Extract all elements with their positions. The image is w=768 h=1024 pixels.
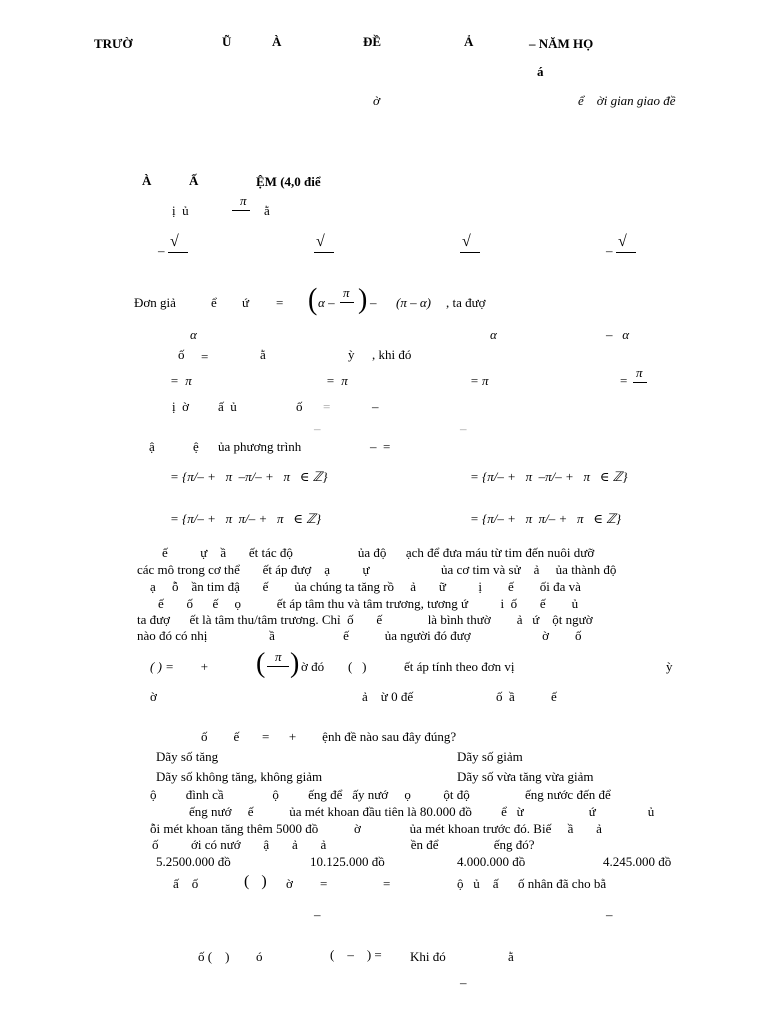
fraction-bar	[340, 302, 354, 303]
equals-sign: =	[201, 349, 209, 364]
formula-text: ố ầ	[496, 689, 515, 704]
question-9-stem: ( )	[244, 873, 267, 890]
header-fragment: Ũ	[222, 34, 232, 49]
question-8-text: ố ới có nướ ậ ả ả ền để ếng đó?	[152, 837, 535, 852]
minus-sign: –	[460, 421, 467, 436]
question-8-text: ếng nướ ế ủa mét khoan đầu tiên là 80.000 đồ ể ừ ứ ủ	[189, 804, 655, 819]
question-2-stem: , ta đượ	[446, 295, 486, 310]
question-4-stem: ố	[296, 399, 303, 414]
math-expr: α –	[318, 295, 335, 310]
question-10-stem: ố ( )	[198, 949, 230, 964]
formula-text: ỳ	[666, 659, 673, 674]
sqrt-symbol: √	[316, 233, 325, 250]
minus-sign: –	[370, 295, 377, 310]
fraction-bar	[460, 252, 480, 253]
option-d: Dãy số vừa tăng vừa giảm	[457, 769, 594, 784]
sqrt-symbol: √	[618, 233, 627, 250]
equals-sign: =	[323, 399, 331, 414]
header-fragment: Ả	[464, 34, 474, 49]
question-6-text: ạ ỗ ần tim đậ ế ủa chúng ta tăng rồ ả ữ ị ế ối đa và	[150, 579, 581, 594]
option-a: α	[190, 327, 197, 342]
minus-sign: –	[314, 421, 321, 436]
time-note: ể ời gian giao đề	[578, 93, 676, 108]
option-d: = {π/– + π π/– + π ∈ ℤ}	[470, 511, 622, 526]
header-fragment: À	[272, 34, 282, 49]
formula-text: ế	[551, 689, 557, 704]
formula: ( ) = +	[150, 659, 209, 674]
paren-left: (	[256, 648, 266, 679]
equals-sign: =	[383, 876, 391, 891]
question-4-stem: ấ ủ	[218, 399, 237, 414]
option-b: 10.125.000 đồ	[310, 854, 385, 869]
option-c: = {π/– + π π/– + π ∈ ℤ}	[170, 511, 322, 526]
exam-year: – NĂM HỌ	[529, 36, 594, 51]
fraction-bar	[168, 252, 188, 253]
minus-sign: –	[606, 907, 613, 922]
question-9-stem: ộ ủ ấ ố nhân đã cho bằ	[457, 876, 607, 891]
question-9-stem: ờ	[286, 876, 293, 891]
pi-symbol: π	[343, 285, 350, 300]
fraction-bar	[633, 382, 647, 383]
question-1-stem: ị ủ	[172, 203, 189, 218]
pi-symbol: π	[636, 365, 643, 380]
header-sub: ờ	[373, 93, 380, 108]
option-b: = {π/– + π –π/– + π ∈ ℤ}	[470, 469, 628, 484]
math-expr: (π – α)	[396, 295, 431, 310]
paren-right: )	[358, 284, 368, 315]
fraction-bar	[616, 252, 636, 253]
formula-text: ết áp tính theo đơn vị	[404, 659, 515, 674]
question-6-text: ế ố ế ọ ết áp tâm thu và tâm trương, tương ứ i ố ế ủ	[158, 596, 579, 611]
question-6-text: ế ự ầ ết tác độ ủa độ ạch để đưa máu từ tim đến nuôi dưỡ	[162, 545, 595, 560]
question-3-stem: ằ	[260, 347, 266, 362]
fraction-bar	[314, 252, 334, 253]
question-10-stem: ó	[256, 949, 263, 964]
paren-right: )	[290, 648, 300, 679]
question-3-stem: , khi đó	[372, 347, 412, 362]
question-8-text: ộ đình cầ ộ ếng để ấy nướ ọ ột độ ếng nước đến để	[150, 787, 611, 802]
question-2-stem: Đơn giả	[134, 295, 176, 310]
pi-symbol: π	[275, 649, 282, 664]
question-6-text: ta đượ ết là tâm thu/tâm trương. Chỉ ố ế là bình thườ ả ứ ột ngườ	[137, 612, 593, 627]
option-d: 4.245.000 đồ	[603, 854, 672, 869]
section-title: À	[142, 173, 152, 188]
option-b: = π	[326, 373, 348, 388]
question-6-text: các mô trong cơ thể ết áp đượ ạ ự ủa cơ tim và sử ả ủa thành độ	[137, 562, 617, 577]
question-5-stem: – =	[370, 439, 391, 454]
question-5-stem: ệ	[193, 439, 199, 454]
header-sub: á	[537, 64, 544, 79]
school-name: TRƯỜ	[94, 36, 133, 51]
question-7-stem: ố ế = + ệnh đề nào sau đây đúng?	[201, 729, 457, 744]
question-4-stem: ị ờ	[172, 399, 189, 414]
sqrt-symbol: √	[170, 233, 179, 250]
option-c: = π	[470, 373, 489, 388]
question-8-text: ỗi mét khoan tăng thêm 5000 đồ ờ ủa mét khoan trước đó. Biế ầ ả	[150, 821, 602, 836]
option-a: 5.2500.000 đồ	[156, 854, 231, 869]
minus-sign: –	[460, 975, 467, 990]
fraction-bar	[232, 210, 250, 211]
formula-text: ờ	[150, 689, 157, 704]
formula-text: ả ừ 0 đế	[362, 689, 414, 704]
option-d: – α	[606, 327, 630, 342]
question-3-stem: ỳ	[348, 347, 355, 362]
minus-sign: –	[372, 399, 379, 414]
question-10-stem: ( – ) =	[330, 947, 382, 962]
option-a: –	[158, 243, 165, 258]
option-b: Dãy số giảm	[457, 749, 523, 764]
option-c: 4.000.000 đồ	[457, 854, 526, 869]
formula-text: ( )	[348, 659, 367, 674]
paren-left: (	[308, 282, 318, 317]
option-c: α	[490, 327, 497, 342]
minus-sign: –	[314, 907, 321, 922]
option-a: = π	[170, 373, 192, 388]
option-c: Dãy số không tăng, không giảm	[156, 769, 323, 784]
question-6-text: nào đó có nhị ầ ế ủa người đó đượ ờ ố	[137, 628, 582, 643]
sqrt-symbol: √	[462, 233, 471, 250]
option-a: = {π/– + π –π/– + π ∈ ℤ}	[170, 469, 328, 484]
pi-symbol: π	[240, 193, 247, 208]
question-10-stem: Khi đó	[410, 949, 446, 964]
equals-sign: =	[276, 295, 284, 310]
question-3-stem: ố	[178, 347, 185, 362]
question-1-stem: ằ	[264, 203, 270, 218]
question-5-stem: ủa phương trình	[218, 439, 302, 454]
question-2-stem: ể	[211, 295, 217, 310]
section-title: ỆM (4,0 điể	[256, 174, 321, 189]
question-5-stem: ậ	[149, 439, 155, 454]
question-9-stem: ấ ố	[173, 876, 199, 891]
header-fragment: ĐỀ	[363, 34, 382, 49]
fraction-bar	[267, 666, 289, 667]
formula-text: ờ đó	[301, 659, 325, 674]
question-2-stem: ứ	[242, 295, 250, 310]
equals-sign: =	[320, 876, 328, 891]
option-d: –	[606, 243, 613, 258]
question-10-stem: ằ	[508, 949, 514, 964]
option-d: =	[620, 373, 628, 388]
option-a: Dãy số tăng	[156, 749, 219, 764]
section-title: Ấ	[189, 173, 199, 188]
